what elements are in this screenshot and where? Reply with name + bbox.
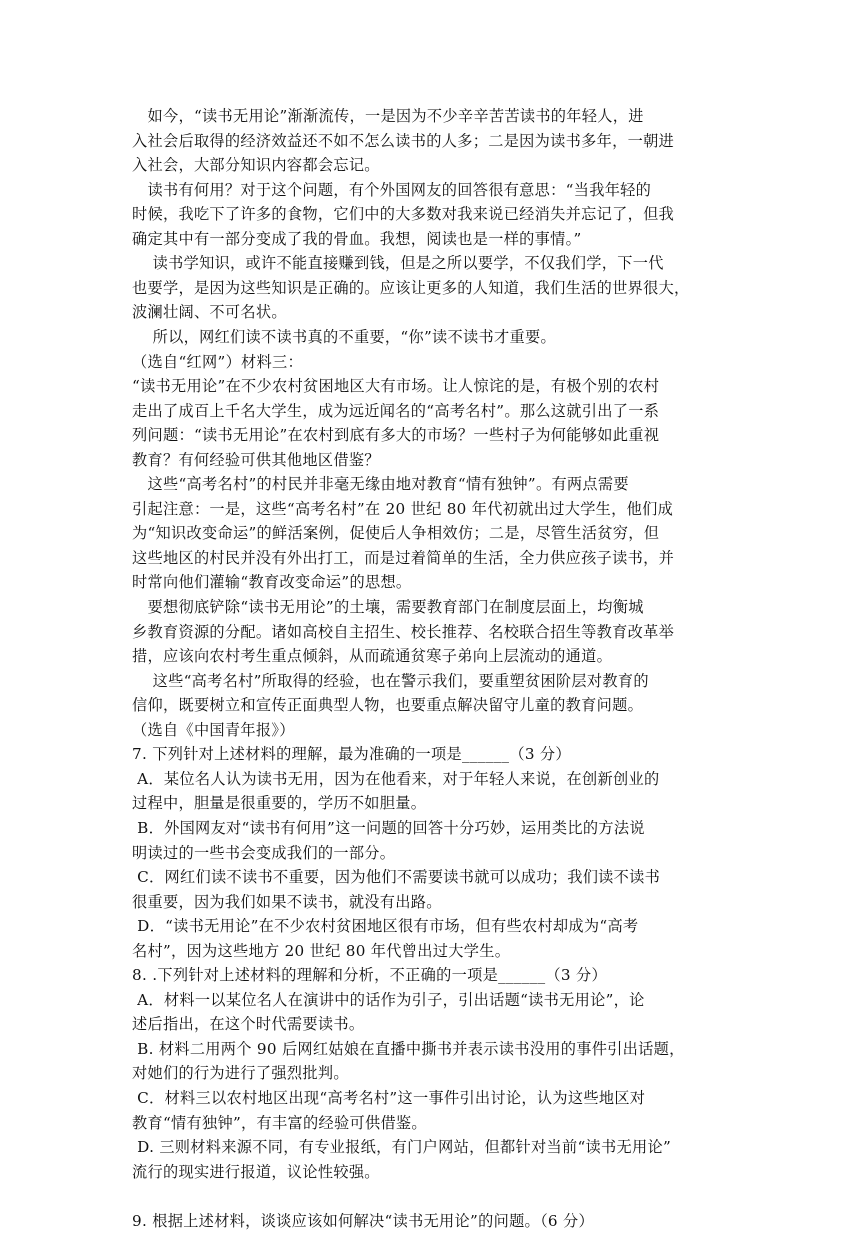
text-line: （选自“红网”）材料三： bbox=[132, 352, 304, 371]
text-line: A．某位名人认为读书无用，因为在他看来，对于年轻人来说，在创新创业的 bbox=[132, 769, 660, 788]
text-line: 名村”，因为这些地方 20 世纪 80 年代曾出过大学生。 bbox=[132, 941, 511, 960]
text-line: 波澜壮阔、不可名状。 bbox=[132, 303, 287, 322]
text-line: 走出了成百上千名大学生，成为远近闻名的“高考名村”。那么这就引出了一系 bbox=[132, 401, 660, 420]
text-line: 措，应该向农村考生重点倾斜，从而疏通贫寒子弟向上层流动的通道。 bbox=[132, 647, 613, 666]
text-line: 入社会后取得的经济效益还不如不怎么读书的人多；二是因为读书多年，一朝进 bbox=[132, 131, 675, 150]
text-line: 如今，“读书无用论”渐渐流传，一是因为不少辛辛苦苦读书的年轻人，进 bbox=[132, 107, 644, 125]
text-line: 读书学知识，或许不能直接赚到钱，但是之所以要学，不仅我们学，下一代 bbox=[132, 254, 664, 273]
text-line: 对她们的行为进行了强烈批判。 bbox=[132, 1064, 349, 1083]
text-line: 时常向他们灌输“教育改变命运”的思想。 bbox=[132, 573, 412, 592]
text-line: 9. 根据上述材料，谈谈应该如何解决“读书无用论”的问题。（6 分） bbox=[132, 1211, 594, 1230]
text-line: 确定其中有一部分变成了我的骨血。我想，阅读也是一样的事情。” bbox=[132, 229, 582, 248]
text-line: 读书有何用？对于这个问题，有个外国网友的回答很有意思：“当我年轻的 bbox=[132, 180, 652, 199]
text-line: 所以，网红们读不读书真的不重要，“你”读不读书才重要。 bbox=[132, 327, 556, 346]
text-line: B. 材料二用两个 90 后网红姑娘在直播中撕书并表示读书没用的事件引出话题， bbox=[132, 1039, 685, 1058]
text-line: 这些“高考名村”所取得的经验，也在警示我们，要重塑贫困阶层对教育的 bbox=[132, 671, 649, 690]
text-line: A．材料一以某位名人在演讲中的话作为引子，引出话题“读书无用论”，论 bbox=[132, 990, 645, 1009]
text-line: 这些地区的村民并没有外出打工，而是过着简单的生活，全力供应孩子读书，并 bbox=[132, 548, 675, 567]
text-line: 很重要，因为我们如果不读书，就没有出路。 bbox=[132, 892, 442, 911]
text-line: 时候，我吃下了许多的食物，它们中的大多数对我来说已经消失并忘记了，但我 bbox=[132, 205, 675, 224]
text-line: C．网红们读不读书不重要，因为他们不需要读书就可以成功；我们读不读书 bbox=[132, 868, 661, 887]
text-line: 信仰，既要树立和宣传正面典型人物，也要重点解决留守儿童的教育问题。 bbox=[132, 696, 644, 715]
text-line: 也要学，是因为这些知识是正确的。应该让更多的人知道，我们生活的世界很大， bbox=[132, 278, 690, 297]
text-line: 要想彻底铲除“读书无用论”的土壤，需要教育部门在制度层面上，均衡城 bbox=[132, 598, 644, 616]
text-line: “读书无用论”在不少农村贫困地区大有市场。让人惊诧的是，有极个别的农村 bbox=[132, 377, 660, 396]
text-line: 引起注意：一是，这些“高考名村”在 20 世纪 80 年代初就出过大学生，他们成 bbox=[132, 499, 674, 518]
text-line: D．“读书无用论”在不少农村贫困地区很有市场，但有些农村却成为“高考 bbox=[132, 917, 639, 936]
text-line: 述后指出，在这个时代需要读书。 bbox=[132, 1015, 365, 1034]
text-line: 为“知识改变命运”的鲜活案例，促使后人争相效仿；二是，尽管生活贫穷，但 bbox=[132, 524, 660, 543]
text-line: 流行的现实进行报道，议论性较强。 bbox=[132, 1162, 380, 1181]
text-line: 明读过的一些书会变成我们的一部分。 bbox=[132, 843, 396, 862]
text-line: 7. 下列针对上述材料的理解，最为准确的一项是______（3 分） bbox=[132, 745, 571, 764]
text-line: 8. .下列针对上述材料的理解和分析，不正确的一项是______（3 分） bbox=[132, 966, 607, 985]
text-line: 过程中，胆量是很重要的，学历不如胆量。 bbox=[132, 794, 427, 813]
text-line: （选自《中国青年报》） bbox=[132, 720, 295, 739]
text-line: 入社会，大部分知识内容都会忘记。 bbox=[132, 156, 380, 175]
text-line: 教育？有何经验可供其他地区借鉴？ bbox=[132, 450, 380, 469]
text-line: 教育“情有独钟”，有丰富的经验可供借鉴。 bbox=[132, 1113, 427, 1132]
text-line: 这些“高考名村”的村民并非毫无缘由地对教育“情有独钟”。有两点需要 bbox=[132, 475, 629, 494]
text-line: D. 三则材料来源不同，有专业报纸，有门户网站，但都针对当前“读书无用论” bbox=[132, 1138, 672, 1157]
text-line: 列问题：“读书无用论”在农村到底有多大的市场？一些村子为何能够如此重视 bbox=[132, 426, 660, 445]
text-line: B．外国网友对“读书有何用”这一问题的回答十分巧妙，运用类比的方法说 bbox=[132, 818, 645, 837]
text-line: C．材料三以农村地区出现“高考名村”这一事件引出讨论，认为这些地区对 bbox=[132, 1089, 646, 1107]
text-line: 乡教育资源的分配。诸如高校自主招生、校长推荐、名校联合招生等教育改革举 bbox=[132, 622, 675, 641]
